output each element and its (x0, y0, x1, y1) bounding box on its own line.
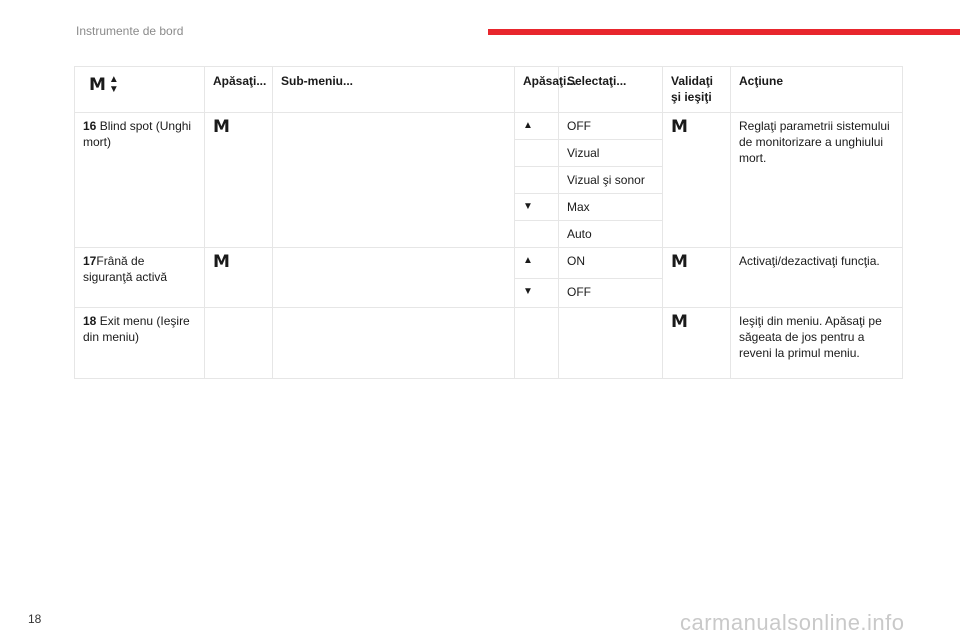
submenu-cell (273, 308, 317, 379)
arrow-down-icon: ▼ (515, 194, 559, 221)
col-header-select: Selectaţi... (559, 67, 663, 113)
arrow-down-icon: ▼ (515, 279, 559, 308)
col-header-press: Apăsaţi... (205, 67, 273, 113)
m-button-icon: M (671, 252, 688, 272)
col-header-validate: Validaţi şi ieşiţi (663, 67, 731, 113)
option-off: OFF (559, 113, 663, 140)
submenu-cell-2 (317, 248, 515, 308)
col-header-press-2: Apăsaţi... (515, 67, 559, 113)
action-cell: Reglaţi parametrii sistemului de monitorizare a unghiului mort. (731, 113, 903, 248)
action-cell: Ieşiţi din meniu. Apăsaţi pe săgeata de jos pentru a reveni la primul meniu. (731, 308, 903, 379)
submenu-cell (273, 113, 317, 248)
arrow-blank (515, 167, 559, 194)
option-auto: Auto (559, 221, 663, 248)
watermark: carmanualsonline.info (680, 610, 905, 635)
arrow-cell (515, 308, 559, 379)
row-label-17: 17Frână de siguranţă activă (75, 248, 205, 308)
validate-cell (663, 308, 731, 379)
m-button-icon: M (213, 252, 230, 272)
col-header-action: Acţiune (731, 67, 903, 113)
page-number: 18 (28, 612, 42, 626)
header-accent-bar (488, 29, 960, 35)
arrow-up-icon: ▲ (515, 248, 559, 279)
option-off: OFF (559, 279, 663, 308)
m-button-icon: M (671, 117, 688, 137)
arrow-up-icon: ▲ (515, 113, 559, 140)
option-vizual-sonor: Vizual şi sonor (559, 167, 663, 194)
table-row (75, 308, 903, 379)
press-cell (205, 248, 273, 308)
arrow-down-icon: ▼ (108, 84, 119, 95)
m-button-icon: M (671, 312, 688, 332)
option-max: Max (559, 194, 663, 221)
arrow-blank (515, 140, 559, 167)
option-vizual: Vizual (559, 140, 663, 167)
option-on: ON (559, 248, 663, 279)
section-title: Instrumente de bord (76, 24, 184, 38)
validate-cell (663, 113, 731, 248)
settings-table (74, 66, 903, 379)
m-button-icon: M (213, 117, 230, 137)
header-icon-cell (75, 67, 205, 113)
arrow-blank (515, 221, 559, 248)
action-cell: Activaţi/dezactivaţi funcţia. (731, 248, 903, 308)
table-header-row (75, 67, 903, 113)
row-label-18: 18 Exit menu (Ieşire din meniu) (75, 308, 205, 379)
select-cell (559, 308, 663, 379)
arrow-up-icon: ▲ (108, 74, 119, 85)
table-row (75, 248, 903, 279)
press-cell (205, 308, 273, 379)
col-header-submenu: Sub-meniu... (273, 67, 515, 113)
submenu-cell-2 (317, 308, 515, 379)
submenu-cell-2 (317, 113, 515, 248)
submenu-cell (273, 248, 317, 308)
validate-cell (663, 248, 731, 308)
m-up-down-icon: M ▲ ▼ (89, 74, 119, 95)
row-label-16: 16 Blind spot (Unghi mort) (75, 113, 205, 248)
press-cell (205, 113, 273, 248)
table-row (75, 113, 903, 140)
